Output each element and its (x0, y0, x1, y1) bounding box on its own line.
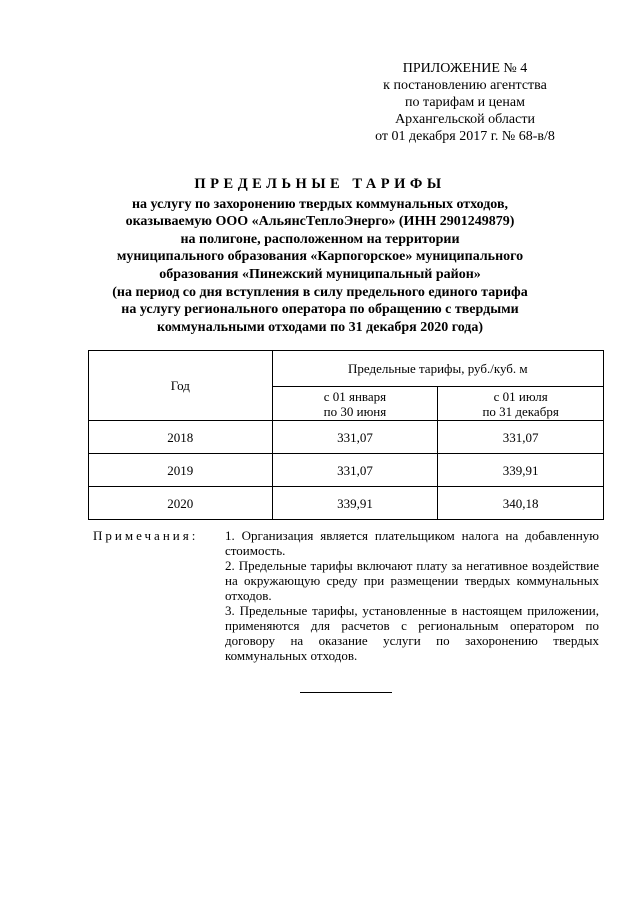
note-item: 1. Организация является плательщиком налога на добавленную стоимость. (225, 528, 599, 558)
title-main: ПРЕДЕЛЬНЫЕ ТАРИФЫ (194, 176, 446, 192)
period-first-half-header (272, 387, 438, 421)
tariffs-table (88, 350, 604, 520)
note-item: 2. Предельные тарифы включают плату за негативное воздействие на окружающую среду при размещении твердых коммунальных отходов. (225, 558, 599, 603)
table-row (89, 421, 604, 454)
tariff-cell: 339,91 (272, 487, 438, 520)
appendix-line: к постановлению агентства (383, 78, 547, 93)
appendix-header (360, 60, 570, 145)
tariff-cell: 331,07 (272, 421, 438, 454)
appendix-date-number: от 01 декабря 2017 г. № 68-в/8 (375, 129, 555, 144)
appendix-line: Архангельской области (395, 112, 535, 127)
title-line: оказываемую ООО «АльянсТеплоЭнерго» (ИНН 2901249879) (125, 214, 515, 230)
year-cell: 2018 (89, 421, 273, 454)
tariff-cell: 339,91 (438, 454, 604, 487)
note-item: 3. Предельные тарифы, установленные в настоящем приложении, применяются для расчетов с региональным оператором по договору на оказание услуги по захоронению твердых коммунальных отходов. (225, 603, 599, 663)
table-row (89, 487, 604, 520)
title-line: на услугу по захоронению твердых коммунальных отходов, (131, 196, 509, 212)
period-line: с 01 января (323, 388, 387, 404)
year-cell: 2019 (89, 454, 273, 487)
period-line: по 30 июня (323, 403, 387, 419)
notes-list (225, 528, 599, 663)
tariff-cell: 331,07 (438, 421, 604, 454)
table-header-row (89, 351, 604, 387)
period-line: с 01 июля (493, 388, 548, 404)
year-header: Год (89, 351, 273, 421)
year-cell: 2020 (89, 487, 273, 520)
tariff-cell: 340,18 (438, 487, 604, 520)
table-row (89, 454, 604, 487)
period-line: по 31 декабря (482, 403, 559, 419)
document-title (60, 176, 580, 336)
tariff-group-header: Предельные тарифы, руб./куб. м (272, 351, 603, 387)
title-line: коммунальными отходами по 31 декабря 2020 года) (156, 319, 484, 335)
period-second-half-header (438, 387, 604, 421)
title-line: (на период со дня вступления в силу предельного единого тарифа (112, 284, 528, 300)
appendix-line: по тарифам и ценам (405, 95, 525, 110)
closing-divider (300, 692, 392, 693)
tariff-cell: 331,07 (272, 454, 438, 487)
notes-label: Примечания: (93, 528, 199, 543)
title-line: на услугу регионального оператора по обращению с твердыми (121, 302, 519, 318)
title-line: на полигоне, расположенном на территории (180, 231, 460, 247)
title-line: образования «Пинежский муниципальный район» (159, 266, 481, 282)
appendix-title: ПРИЛОЖЕНИЕ № 4 (402, 61, 528, 76)
title-line: муниципального образования «Карпогорское» муниципального (116, 249, 524, 265)
